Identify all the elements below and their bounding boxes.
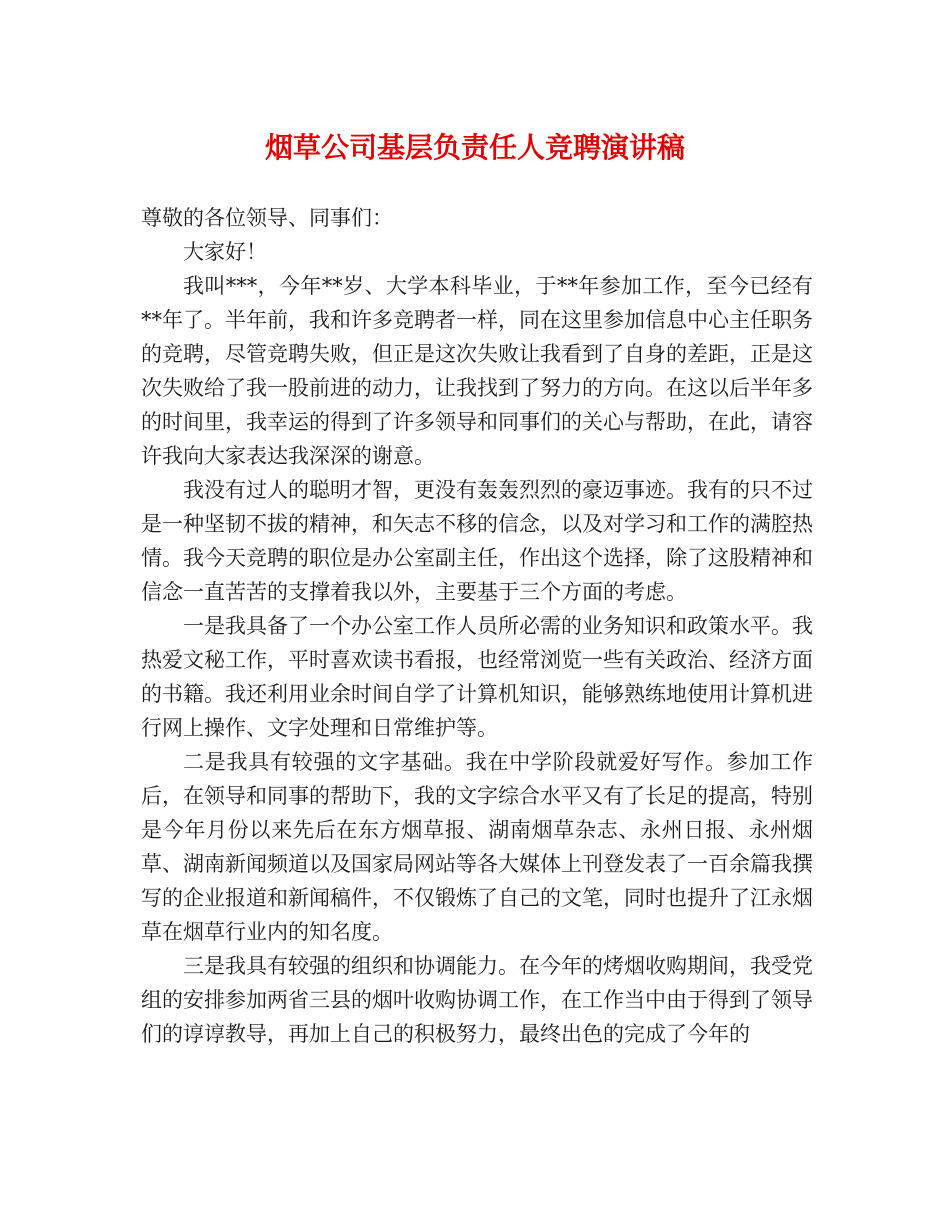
paragraph-greeting: 大家好！ bbox=[183, 240, 267, 264]
paragraph-motivation: 我没有过人的聪明才智，更没有轰轰烈烈的豪迈事迹。我有的只不过是一种坚韧不拔的精神，和矢志不移的信念，以及对学习和工作的满腔热情。我今天竞聘的职位是办公室副主任，作出这个选择，除了这股精神和信念一直苦苦的支撑着我以外，主要基于三个方面的考虑。 bbox=[141, 478, 813, 604]
salutation: 尊敬的各位领导、同事们： bbox=[141, 206, 393, 230]
document-body bbox=[141, 201, 813, 1051]
paragraph-reason-three: 三是我具有较强的组织和协调能力。在今年的烤烟收购期间，我受党组的安排参加两省三县的烟叶收购协调工作，在工作当中由于得到了领导们的谆谆教导，再加上自己的积极努力，最终出色的完成了今年的 bbox=[141, 954, 813, 1046]
paragraph-introduction: 我叫***，今年**岁、大学本科毕业，于**年参加工作，至今已经有**年了。半年前，我和许多竞聘者一样，同在这里参加信息中心主任职务的竞聘，尽管竞聘失败，但正是这次失败让我看到了自身的差距，正是这次失败给了我一股前进的动力，让我找到了努力的方向。在这以后半年多的时间里，我幸运的得到了许多领导和同事们的关心与帮助，在此，请容许我向大家表达我深深的谢意。 bbox=[141, 274, 813, 468]
paragraph-reason-one: 一是我具备了一个办公室工作人员所必需的业务知识和政策水平。我热爱文秘工作，平时喜欢读书看报，也经常浏览一些有关政治、经济方面的书籍。我还利用业余时间自学了计算机知识，能够熟练地使用计算机进行网上操作、文字处理和日常维护等。 bbox=[141, 614, 813, 740]
document-title: 烟草公司基层负责任人竞聘演讲稿 bbox=[264, 131, 685, 164]
paragraph-reason-two: 二是我具有较强的文字基础。我在中学阶段就爱好写作。参加工作后，在领导和同事的帮助下，我的文字综合水平又有了长足的提高，特别是今年月份以来先后在东方烟草报、湖南烟草杂志、永州日报、永州烟草、湖南新闻频道以及国家局网站等各大媒体上刊登发表了一百余篇我撰写的企业报道和新闻稿件，不仅锻炼了自己的文笔，同时也提升了江永烟草在烟草行业内的知名度。 bbox=[141, 750, 813, 944]
